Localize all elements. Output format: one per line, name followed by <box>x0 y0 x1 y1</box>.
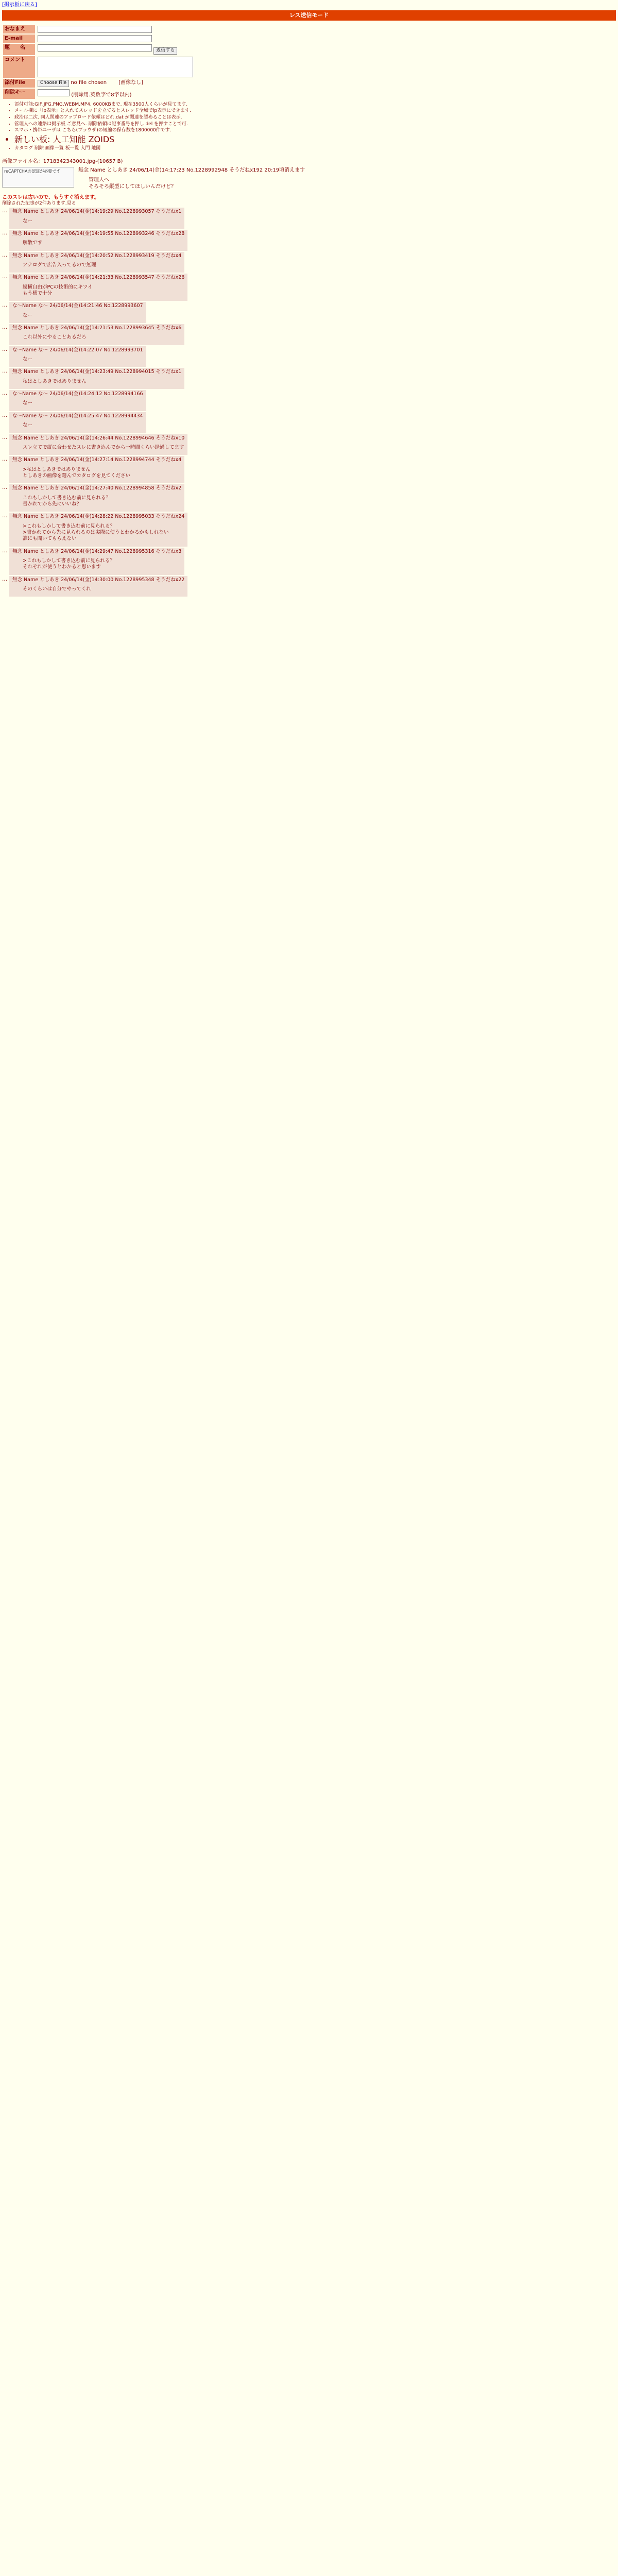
reply-row <box>2 434 616 455</box>
reply-text: なー <box>23 357 33 363</box>
reply-gutter: … <box>2 548 7 554</box>
reply-post <box>9 368 184 389</box>
reply-text: なー <box>23 400 33 406</box>
reply-post <box>9 346 146 367</box>
thread <box>2 158 616 597</box>
reply-row <box>2 368 616 389</box>
reply-post <box>9 456 184 483</box>
reply-row <box>2 412 616 433</box>
reply-row <box>2 390 616 411</box>
reply-text: >これもしかして書き込む前に見られる？ それぞれが使うとわかると思います <box>23 557 115 570</box>
reply-row <box>2 456 616 483</box>
email-label: E-mail <box>3 35 35 43</box>
reply-text: 私はとしあきではありません <box>23 378 87 384</box>
reply-row <box>2 252 616 273</box>
reply-header[interactable]: 無念 Name としあき 24/06/14(金)14:27:14 No.1228994744 そうだねx4 <box>12 457 182 463</box>
reply-gutter: … <box>2 456 7 463</box>
reply-list <box>2 208 616 597</box>
reply-text: これ以外にやることあるだろ <box>23 334 87 341</box>
email-input[interactable] <box>38 35 152 42</box>
reply-header[interactable]: 無念 Name としあき 24/06/14(金)14:28:22 No.1228995033 そうだねx24 <box>12 514 185 520</box>
reply-header[interactable]: 無念 Name としあき 24/06/14(金)14:21:33 No.1228993547 そうだねx26 <box>12 275 185 281</box>
reply-header[interactable]: な～Name な～ 24/06/14(金)14:22:07 No.1228993701 <box>12 347 143 353</box>
reply-gutter: … <box>2 368 7 375</box>
reply-header[interactable]: 無念 Name としあき 24/06/14(金)14:27:40 No.1228994858 そうだねx2 <box>12 485 182 492</box>
delete-key-note: (削除用.英数字で8字以内) <box>71 92 132 98</box>
name-input[interactable] <box>38 26 152 33</box>
reply-header[interactable]: な～Name な～ 24/06/14(金)14:24:12 No.1228994166 <box>12 391 143 397</box>
reply-post <box>9 208 184 229</box>
send-button[interactable]: 返信する <box>153 47 177 55</box>
reply-row <box>2 513 616 546</box>
reply-row <box>2 274 616 301</box>
rule-item: • メール欄に「ip表示」と入れてスレッドを立てるとスレッド全域でip表示にできます. <box>14 108 618 114</box>
reply-post <box>9 484 184 512</box>
reply-post <box>9 252 184 273</box>
reply-post <box>9 274 187 301</box>
reply-post <box>9 576 187 597</box>
rules-list <box>14 102 618 152</box>
reply-gutter: … <box>2 302 7 309</box>
reply-row <box>2 302 616 323</box>
reply-text: アナログで広告入ってるので無理 <box>23 262 96 268</box>
reply-post <box>9 390 146 411</box>
reply-gutter: … <box>2 274 7 280</box>
reply-header[interactable]: な～Name な～ 24/06/14(金)14:21:46 No.1228993607 <box>12 303 143 309</box>
no-file-text: no file chosen <box>71 79 107 86</box>
reply-header[interactable]: 無念 Name としあき 24/06/14(金)14:21:53 No.1228993645 そうだねx6 <box>12 325 182 331</box>
reply-gutter: … <box>2 576 7 582</box>
reply-post <box>9 434 187 455</box>
captcha-text: reCAPTCHAの認証が必要です <box>4 168 61 174</box>
reply-header[interactable]: 無念 Name としあき 24/06/14(金)14:30:00 No.1228995348 そうだねx22 <box>12 577 185 583</box>
reply-gutter: … <box>2 208 7 214</box>
op-text: 管理人へ そろそろ縦型にしてほしいんだけど？ <box>89 177 176 190</box>
rule-item: • スマホ・携帯ユーザは こちら(ブラウザ)の短縮の保存数を1800000件です. <box>14 128 618 134</box>
reply-header[interactable]: 無念 Name としあき 24/06/14(金)14:29:47 No.1228995316 そうだねx3 <box>12 548 182 554</box>
old-thread-notice: このスレは古いので、もうすぐ消えます。 <box>2 194 99 200</box>
reply-row <box>2 548 616 575</box>
reply-header[interactable]: な～Name な～ 24/06/14(金)14:25:47 No.1228994434 <box>12 413 143 419</box>
reply-gutter: … <box>2 346 7 352</box>
no-image-checkbox[interactable]: [画像なし] <box>118 79 144 86</box>
reply-text: そのくらいは自分でやってくれ <box>23 586 92 592</box>
reply-header[interactable]: 無念 Name としあき 24/06/14(金)14:26:44 No.1228994646 そうだねx10 <box>12 435 185 441</box>
subject-label: 題 名 <box>3 44 35 55</box>
reply-row <box>2 324 616 345</box>
reply-post <box>9 513 187 546</box>
delete-key-input[interactable] <box>38 89 70 96</box>
mode-bar: レス送信モード <box>2 10 616 21</box>
hidden-posts[interactable]: 削除された記事が2件あります.見る <box>2 200 76 206</box>
reply-text: >これもしかして書き込む前に見られる？ >書かれてから先に見られるのは実際に使うとわかるかもしれない 誰にも聞いてもらえない <box>23 523 169 542</box>
reply-gutter: … <box>2 513 7 519</box>
reply-row <box>2 576 616 597</box>
reply-header[interactable]: 無念 Name としあき 24/06/14(金)14:19:55 No.1228993246 そうだねx28 <box>12 230 185 236</box>
reply-text: これもしかして書き込む前に見られる？ 書かれてから先にいいね？ <box>23 495 111 507</box>
new-boards-banner[interactable]: • 新しい板: 人工知能 ZOIDS <box>14 134 618 145</box>
reply-post <box>9 302 146 323</box>
reply-text: 解散です <box>23 240 43 246</box>
delete-key-label: 削除キー <box>3 89 35 99</box>
choose-file-button[interactable]: Choose File <box>38 80 69 87</box>
image-info[interactable]: 画像ファイル名：1718342343001.jpg-(10657 B) <box>2 158 123 164</box>
reply-row <box>2 230 616 251</box>
op-header: 無念 Name としあき 24/06/14(金)14:17:23 No.1228992948 そうだねx192 20:19頃消えます <box>78 167 305 173</box>
reply-post <box>9 412 146 433</box>
rule-item: • 添付可能:GIF,JPG,PNG,WEBM,MP4. 6000KBまで. 現在3500人くらいが見てます. <box>14 102 618 108</box>
back-link[interactable]: [掲示板に戻る] <box>2 2 37 8</box>
reply-row <box>2 346 616 367</box>
reply-gutter: … <box>2 325 7 331</box>
reply-text: 縦横自由がPCの技術的にキツイ もう横で十分 <box>23 284 93 297</box>
reply-header[interactable]: 無念 Name としあき 24/06/14(金)14:19:29 No.1228993057 そうだねx1 <box>12 209 182 215</box>
reply-gutter: … <box>2 485 7 491</box>
reply-text: なー <box>23 422 33 429</box>
name-label: おなまえ <box>3 25 35 33</box>
reply-row <box>2 208 616 229</box>
reply-text: スレ立てで縦に合わせたスレに書き込んでから一時間くらい経過してます <box>23 444 184 450</box>
reply-form <box>2 24 196 99</box>
nav-links[interactable]: • カタログ 削除 画像一覧 板一覧 入門 地図 <box>14 146 618 152</box>
reply-text: >私はとしあきではありません としあきの画像を選んでカタログを見てください <box>23 466 131 479</box>
comment-label: コメント <box>3 56 35 78</box>
reply-gutter: … <box>2 230 7 236</box>
file-label: 添付File <box>3 79 35 88</box>
reply-post <box>9 324 184 345</box>
rule-item: • 政治は二次. 同人関連のアップロード依頼はどれ.dat が関連を認めることは表示. <box>14 115 618 121</box>
reply-row <box>2 484 616 512</box>
reply-gutter: … <box>2 252 7 258</box>
comment-textarea[interactable] <box>38 57 193 77</box>
reply-text: なー <box>23 218 33 224</box>
reply-gutter: … <box>2 412 7 418</box>
subject-input[interactable] <box>38 44 152 52</box>
captcha-box[interactable] <box>2 167 74 188</box>
reply-header[interactable]: 無念 Name としあき 24/06/14(金)14:23:49 No.1228994015 そうだねx1 <box>12 369 182 375</box>
reply-post <box>9 230 187 251</box>
rule-item: • 管理人への連絡は掲示板 ご意見へ. 削除依頼は記事番号を押し del を押すことで可. <box>14 122 618 128</box>
reply-gutter: … <box>2 391 7 397</box>
reply-gutter: … <box>2 434 7 440</box>
reply-header[interactable]: 無念 Name としあき 24/06/14(金)14:20:52 No.1228993419 そうだねx4 <box>12 252 182 259</box>
reply-text: なー <box>23 312 33 318</box>
reply-post <box>9 548 184 575</box>
